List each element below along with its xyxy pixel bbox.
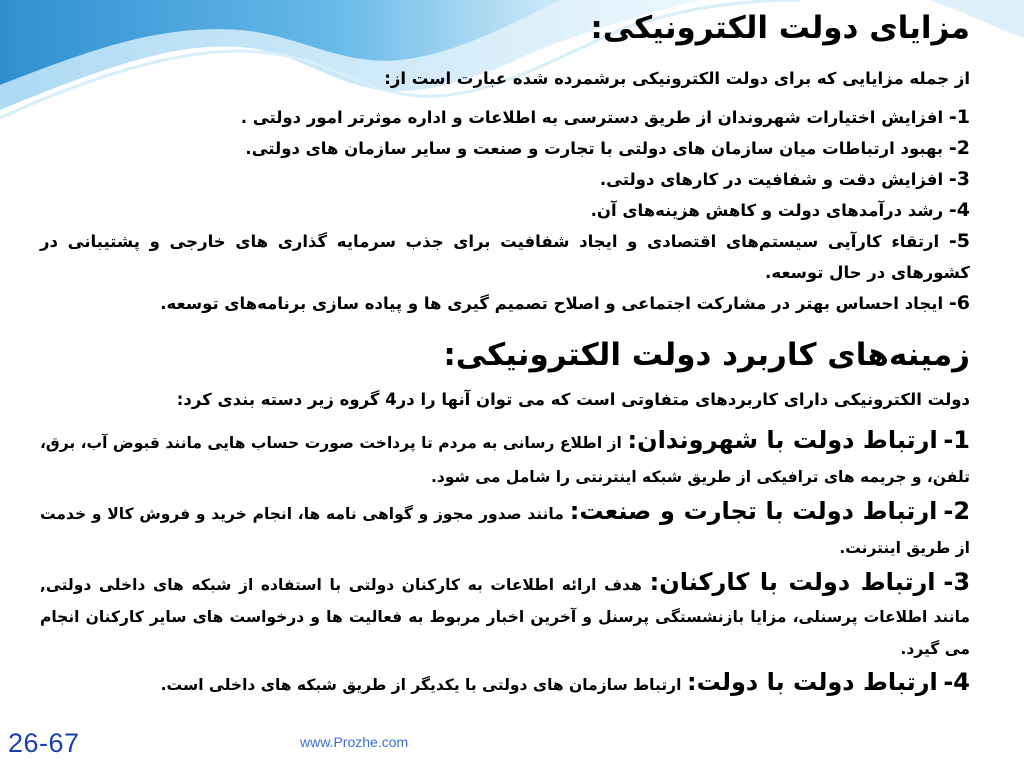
application-number: 3-	[943, 568, 971, 596]
list-item-text: افزایش اختیارات شهروندان از طریق دسترسی به اطلاعات و اداره موثرتر امور دولتی .	[240, 108, 944, 127]
benefits-intro: از جمله مزایایی که برای دولت الکترونیکی برشمرده شده عبارت است از:	[384, 69, 970, 88]
application-text: مانند صدور مجوز و گواهی نامه ها، انجام خرید و فروش کالا و خدمت از طریق اینترنت.	[40, 505, 970, 557]
list-item	[40, 288, 970, 319]
list-item	[40, 195, 970, 226]
application-text: ارتباط سازمان های دولتی با یکدیگر از طریق شبکه های داخلی است.	[160, 676, 682, 694]
benefits-title: مزایای دولت الکترونیکی:	[590, 10, 970, 46]
application-heading: ارتباط دولت با کارکنان:	[649, 568, 936, 596]
list-item-number: 5-	[948, 230, 971, 252]
list-item	[40, 102, 970, 133]
list-item-number: 6-	[948, 292, 970, 314]
application-number: 2-	[943, 497, 971, 525]
application-text: هدف ارائه اطلاعات به کارکنان دولتی با استفاده از شبکه های داخلی دولتی, مانند اطلاعات پرسنلی، مزایا بازنشستگی پرسنل و آخرین اخبار مربوط به فعالیت ها و درخواست های سایر کارکنان انجام می گیرد.	[40, 576, 970, 658]
list-item-number: 1-	[948, 106, 970, 128]
application-heading: ارتباط دولت با دولت:	[686, 668, 938, 696]
list-item-number: 3-	[948, 168, 970, 190]
application-item	[40, 665, 970, 702]
list-item	[40, 226, 970, 288]
page-number: 26-67	[8, 728, 80, 758]
application-number: 1-	[943, 426, 970, 454]
list-item-text: رشد درآمدهای دولت و کاهش هزینه‌های آن.	[590, 201, 944, 220]
application-item	[40, 423, 970, 494]
application-heading: ارتباط دولت با تجارت و صنعت:	[569, 497, 938, 525]
application-item	[40, 494, 970, 565]
applications-intro: دولت الکترونیکی دارای کاربردهای متفاوتی است که می توان آنها را در4 گروه زیر دسته بندی کرد:	[176, 390, 970, 409]
applications-title: زمینه‌های کاربرد دولت الکترونیکی:	[443, 337, 970, 373]
list-item-text: افزایش دقت و شفافیت در کارهای دولتی.	[599, 170, 944, 189]
application-text: از اطلاع رسانی به مردم تا پرداخت صورت حساب هایی مانند قبوض آب، برق، تلفن، و جریمه های ترافیکی از طریق شبکه اینترنتی را شامل می شود.	[40, 434, 970, 486]
benefits-list	[40, 102, 970, 319]
application-number: 4-	[943, 668, 970, 696]
list-item	[40, 133, 970, 164]
list-item	[40, 164, 970, 195]
list-item-text: بهبود ارتباطات میان سازمان های دولتی با تجارت و صنعت و سایر سازمان های دولتی.	[245, 139, 944, 158]
list-item-text: ارتقاء کارآیی سیستم‌های اقتصادی و ایجاد شفافیت برای جذب سرمایه گذاری های خارجی و پشتیبانی در کشورهای در حال توسعه.	[40, 232, 970, 282]
slide-content	[40, 4, 970, 702]
footer-url[interactable]: www.Prozhe.com	[300, 734, 409, 750]
list-item-number: 4-	[948, 199, 970, 221]
list-item-text: ایجاد احساس بهتر در مشارکت اجتماعی و اصلاح تصمیم گیری ها و پیاده سازی برنامه‌های توسعه.	[160, 294, 944, 313]
application-heading: ارتباط دولت با شهروندان:	[627, 426, 938, 454]
list-item-number: 2-	[948, 137, 970, 159]
application-item	[40, 565, 970, 665]
